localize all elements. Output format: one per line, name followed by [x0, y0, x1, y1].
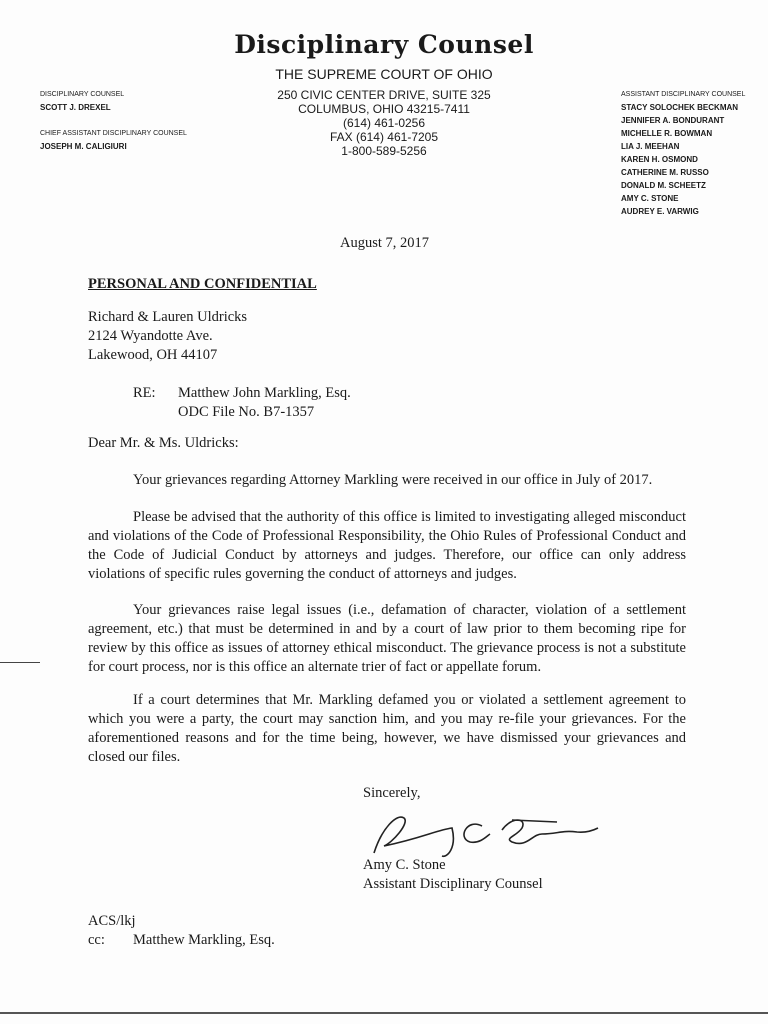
cc-label: cc:: [88, 932, 105, 948]
staff-name: AMY C. STONE: [621, 194, 679, 203]
reference-initials: ACS/lkj: [88, 913, 136, 929]
address-line: 250 CIVIC CENTER DRIVE, SUITE 325: [277, 88, 491, 102]
body-paragraph: Your grievances raise legal issues (i.e., defamation of character, violation of a settlement agreement, etc.) that must be determined in and by a court of law prior to them becoming ripe for review by this office as issues of attorney ethical misconduct. The grievance process is not a substitute for court process, nor is this office an alternate trier of fact or appellate forum.: [88, 602, 686, 675]
scan-margin-mark: [0, 662, 40, 663]
left-staff-list: [40, 88, 240, 153]
staff-name: SCOTT J. DREXEL: [40, 103, 111, 112]
recipient-line: Richard & Lauren Uldricks: [88, 309, 248, 325]
staff-name: STACY SOLOCHEK BECKMAN: [621, 103, 739, 112]
recipient-line: 2124 Wyandotte Ave.: [88, 328, 213, 344]
staff-name: DONALD M. SCHEETZ: [621, 181, 706, 190]
body-paragraph: Please be advised that the authority of this office is limited to investigating alleged misconduct and violations of the Code of Professional Responsibility, the Ohio Rules of Professional Conduct and the Code of Judicial Conduct by attorneys and judges. Therefore, our office can only address violations of specific rules governing the conduct of attorneys and judges.: [88, 509, 686, 582]
re-line: Matthew John Markling, Esq.: [178, 385, 351, 401]
re-label: RE:: [133, 385, 156, 401]
address-line: FAX (614) 461-7205: [329, 130, 439, 144]
body-paragraph: Your grievances regarding Attorney Markling were received in our office in July of 2017.: [133, 472, 653, 488]
recipient-line: Lakewood, OH 44107: [88, 347, 218, 363]
staff-name: KAREN H. OSMOND: [621, 155, 698, 164]
confidential-heading: PERSONAL AND CONFIDENTIAL: [88, 276, 317, 292]
letterhead-org-name: Disciplinary Counsel: [234, 30, 534, 59]
signer-name: Amy C. Stone: [363, 857, 446, 873]
staff-name: MICHELLE R. BOWMAN: [621, 129, 713, 138]
scan-bottom-edge: [0, 1012, 768, 1014]
re-line: ODC File No. B7-1357: [178, 404, 315, 420]
body-paragraph: If a court determines that Mr. Markling defamed you or violated a settlement agreement to which you were a party, the court may sanction him, and you may re-file your grievances. For the aforementioned reasons and for the time being, however, we have dismissed your grievances and closed our files.: [88, 692, 686, 765]
staff-title: ASSISTANT DISCIPLINARY COUNSEL: [621, 91, 746, 98]
address-line: 1-800-589-5256: [341, 144, 427, 158]
letterhead-address: [250, 88, 518, 158]
letterhead-court-name: THE SUPREME COURT OF OHIO: [275, 66, 493, 82]
closing: Sincerely,: [363, 785, 421, 801]
re-subject: [178, 384, 351, 422]
staff-title: DISCIPLINARY COUNSEL: [40, 91, 125, 98]
handwritten-signature: [362, 808, 602, 863]
recipient-address: [88, 308, 247, 365]
signer-title: Assistant Disciplinary Counsel: [363, 876, 543, 892]
right-staff-list: [621, 88, 761, 218]
address-line: (614) 461-0256: [342, 116, 426, 130]
address-line: COLUMBUS, OHIO 43215-7411: [298, 102, 470, 116]
letter-date: August 7, 2017: [340, 235, 430, 251]
cc-recipient: Matthew Markling, Esq.: [133, 932, 275, 948]
staff-name: JOSEPH M. CALIGIURI: [40, 142, 127, 151]
staff-name: AUDREY E. VARWIG: [621, 207, 699, 216]
staff-name: JENNIFER A. BONDURANT: [621, 116, 725, 125]
staff-title: CHIEF ASSISTANT DISCIPLINARY COUNSEL: [40, 130, 187, 137]
salutation: Dear Mr. & Ms. Uldricks:: [88, 435, 239, 451]
staff-name: CATHERINE M. RUSSO: [621, 168, 709, 177]
staff-name: LIA J. MEEHAN: [621, 142, 680, 151]
